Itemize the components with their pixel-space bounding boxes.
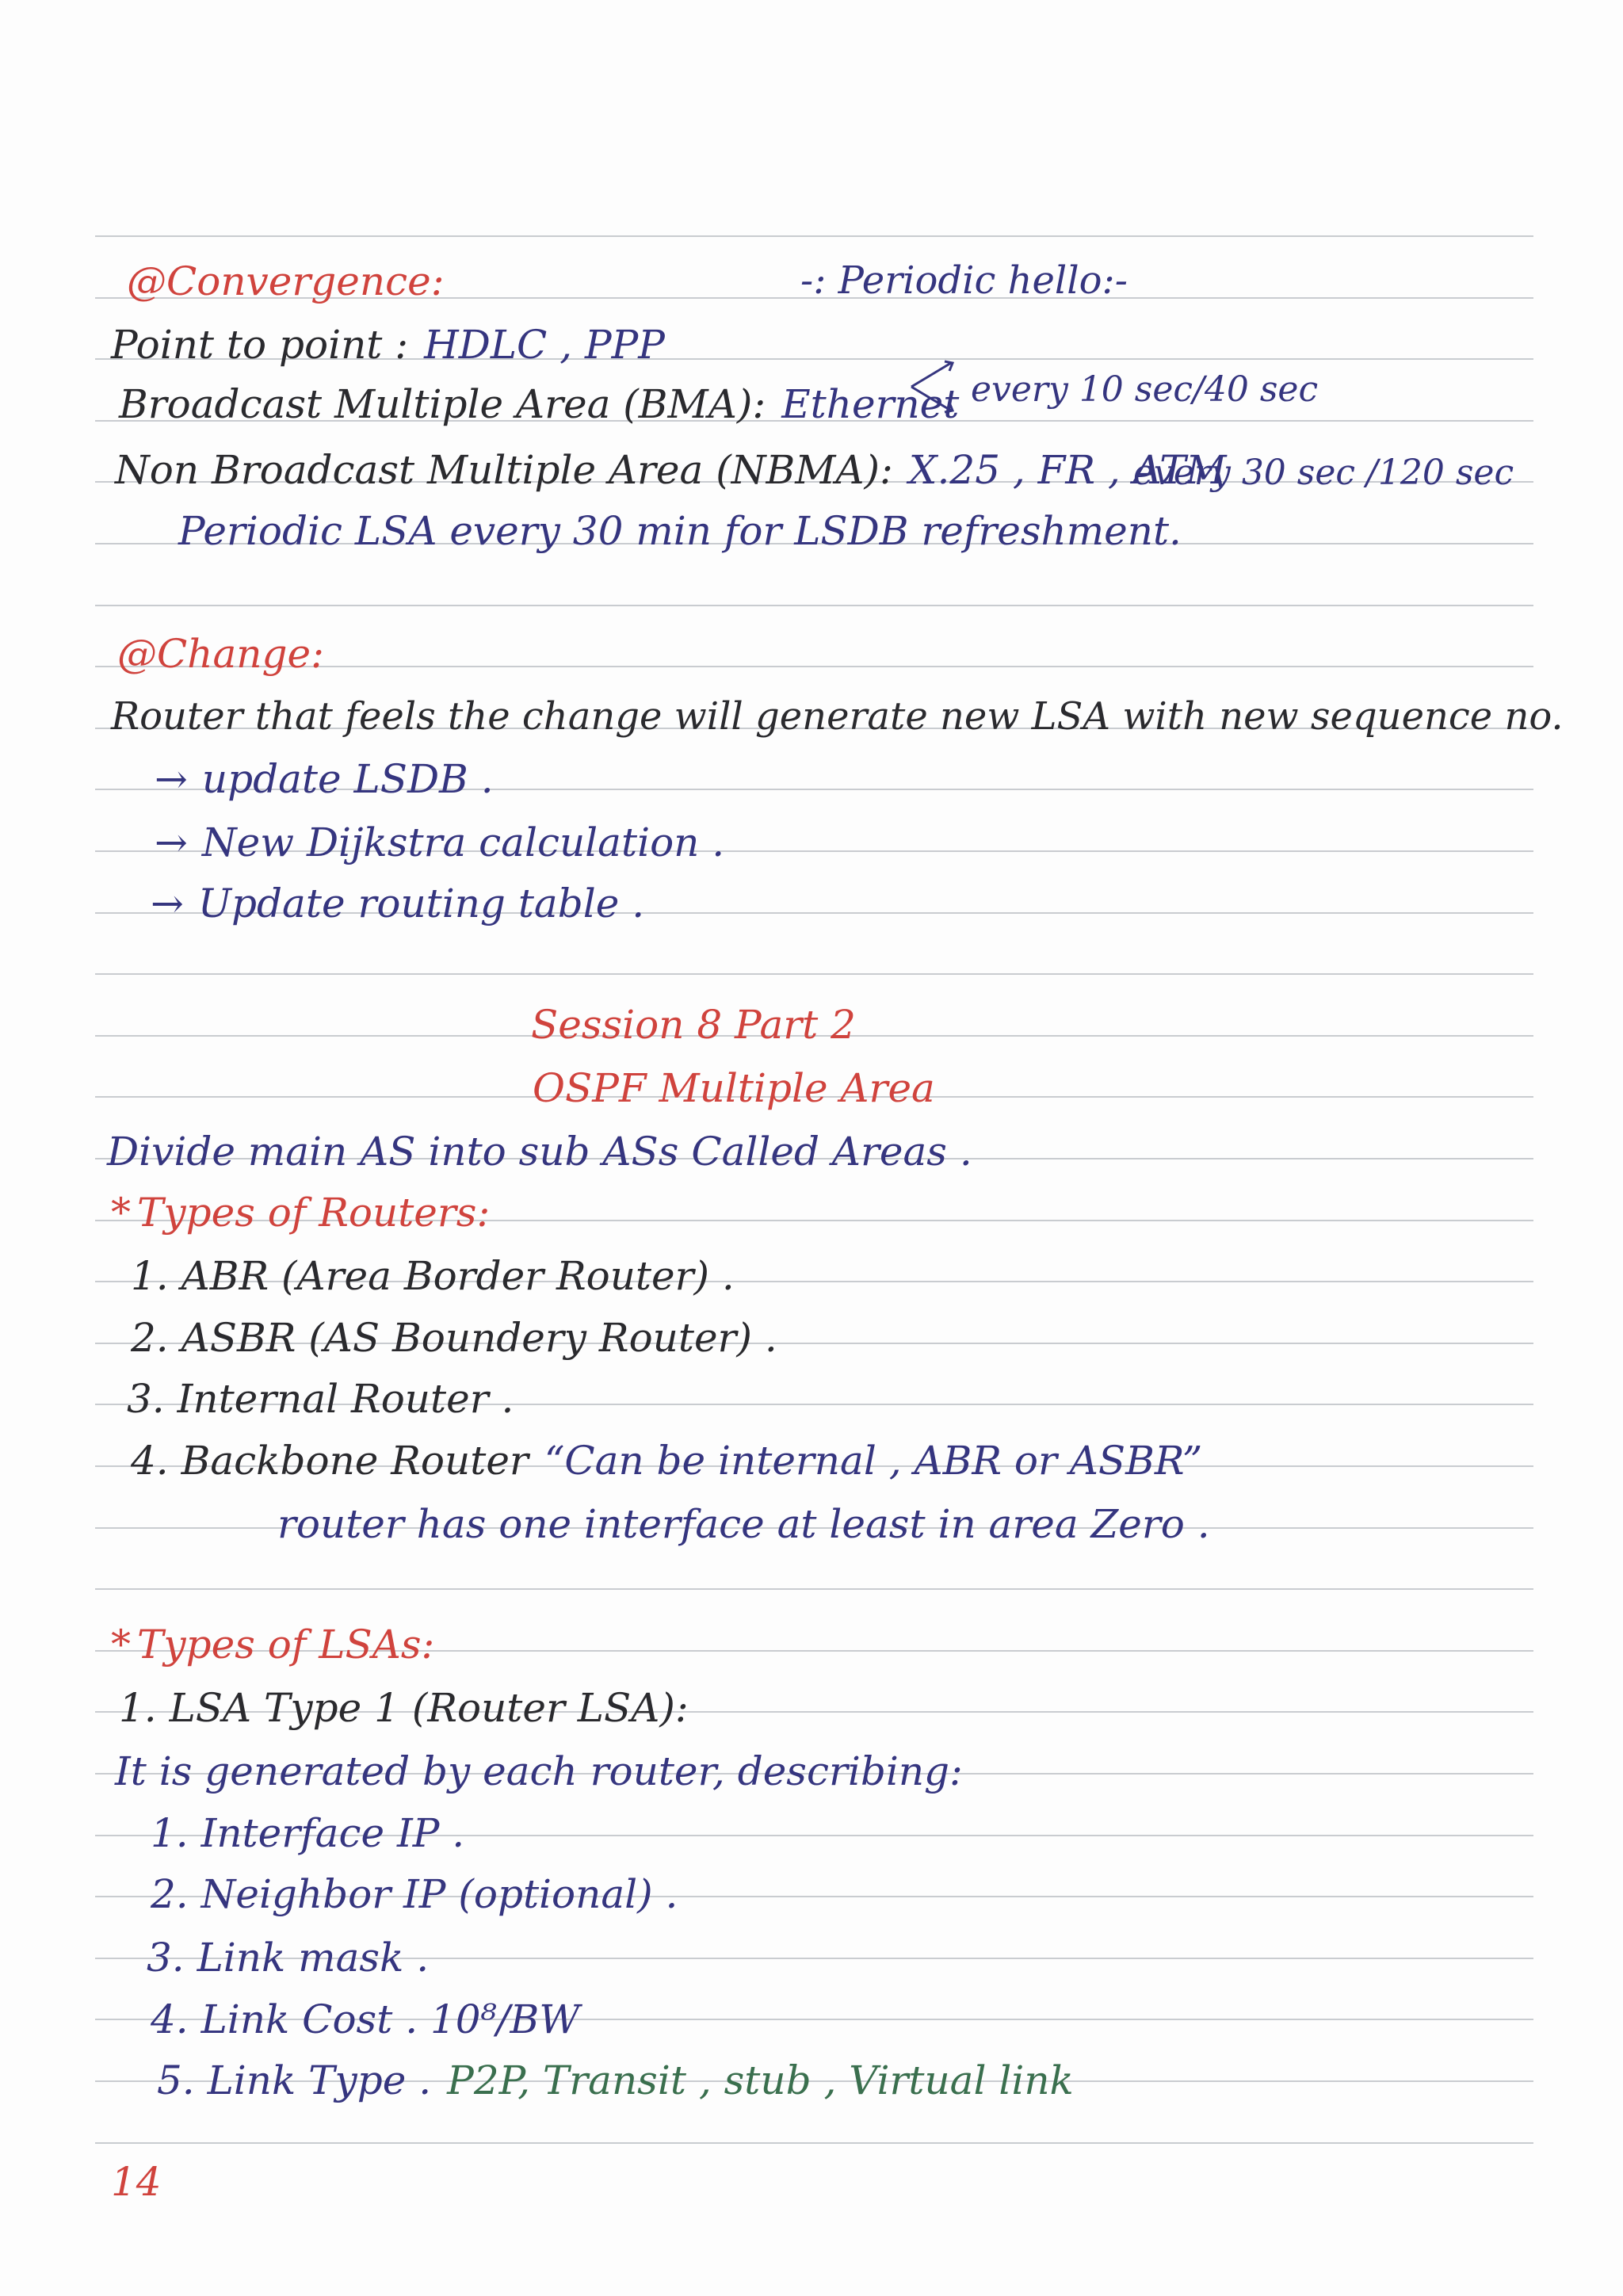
arrow-right-icon: → bbox=[155, 756, 188, 802]
nbma-line: Non Broadcast Multiple Area (NBMA): X.25 , FR , ATM bbox=[115, 447, 1227, 493]
change-step: → New Dijkstra calculation . bbox=[155, 819, 725, 865]
router-type-item: 4. Backbone Router “Can be internal , ABR or ASBR” bbox=[131, 1438, 1203, 1484]
lsa-item: 5. Link Type . P2P, Transit , stub , Virtual link bbox=[157, 2057, 1074, 2103]
p2p-line: Point to point : HDLC , PPP bbox=[111, 322, 665, 368]
convergence-heading: @Convergence: bbox=[127, 258, 445, 304]
arrow-right-icon: → bbox=[151, 881, 184, 926]
double-arrow-icon bbox=[903, 355, 967, 418]
session-intro: Divide main AS into sub ASs Called Areas . bbox=[107, 1129, 972, 1175]
bma-timer: every 10 sec/40 sec bbox=[971, 369, 1319, 410]
periodic-hello-title: -: Periodic hello:- bbox=[800, 258, 1128, 303]
nbma-timer: every 30 sec /120 sec bbox=[1133, 453, 1514, 493]
lsa-type1-desc: It is generated by each router, describing: bbox=[115, 1748, 963, 1794]
lsa-item: 1. Interface IP . bbox=[151, 1810, 465, 1856]
change-step: → update LSDB . bbox=[155, 756, 494, 802]
arrow-right-icon: → bbox=[155, 819, 188, 865]
change-description: Router that feels the change will generate new LSA with new sequence no. bbox=[111, 694, 1564, 739]
lsa-item: 3. Link mask . bbox=[147, 1935, 430, 1981]
router-type-item: 2. ASBR (AS Boundery Router) . bbox=[131, 1315, 777, 1361]
lsa-types-heading: * Types of LSAs: bbox=[111, 1622, 435, 1668]
router-types-heading: * Types of Routers: bbox=[111, 1190, 491, 1236]
bma-line: Broadcast Multiple Area (BMA): Ethernet bbox=[119, 381, 960, 427]
session-subtitle: OSPF Multiple Area bbox=[533, 1065, 935, 1111]
change-step: → Update routing table . bbox=[151, 881, 645, 926]
page-number: 14 bbox=[111, 2159, 162, 2205]
lsa-item: 4. Link Cost . 10⁸/BW bbox=[151, 1996, 580, 2042]
backbone-note: router has one interface at least in area Zero . bbox=[277, 1501, 1210, 1547]
lsa-item: 2. Neighbor IP (optional) . bbox=[151, 1871, 678, 1917]
session-title: Session 8 Part 2 bbox=[531, 1002, 856, 1048]
change-heading: @Change: bbox=[117, 631, 324, 677]
router-type-item: 3. Internal Router . bbox=[127, 1376, 514, 1422]
periodic-lsa-line: Periodic LSA every 30 min for LSDB refreshment. bbox=[178, 508, 1182, 554]
router-type-item: 1. ABR (Area Border Router) . bbox=[131, 1253, 735, 1299]
lsa-type1-title: 1. LSA Type 1 (Router LSA): bbox=[119, 1685, 689, 1731]
asterisk-icon: * bbox=[111, 1190, 131, 1236]
asterisk-icon: * bbox=[111, 1622, 131, 1668]
